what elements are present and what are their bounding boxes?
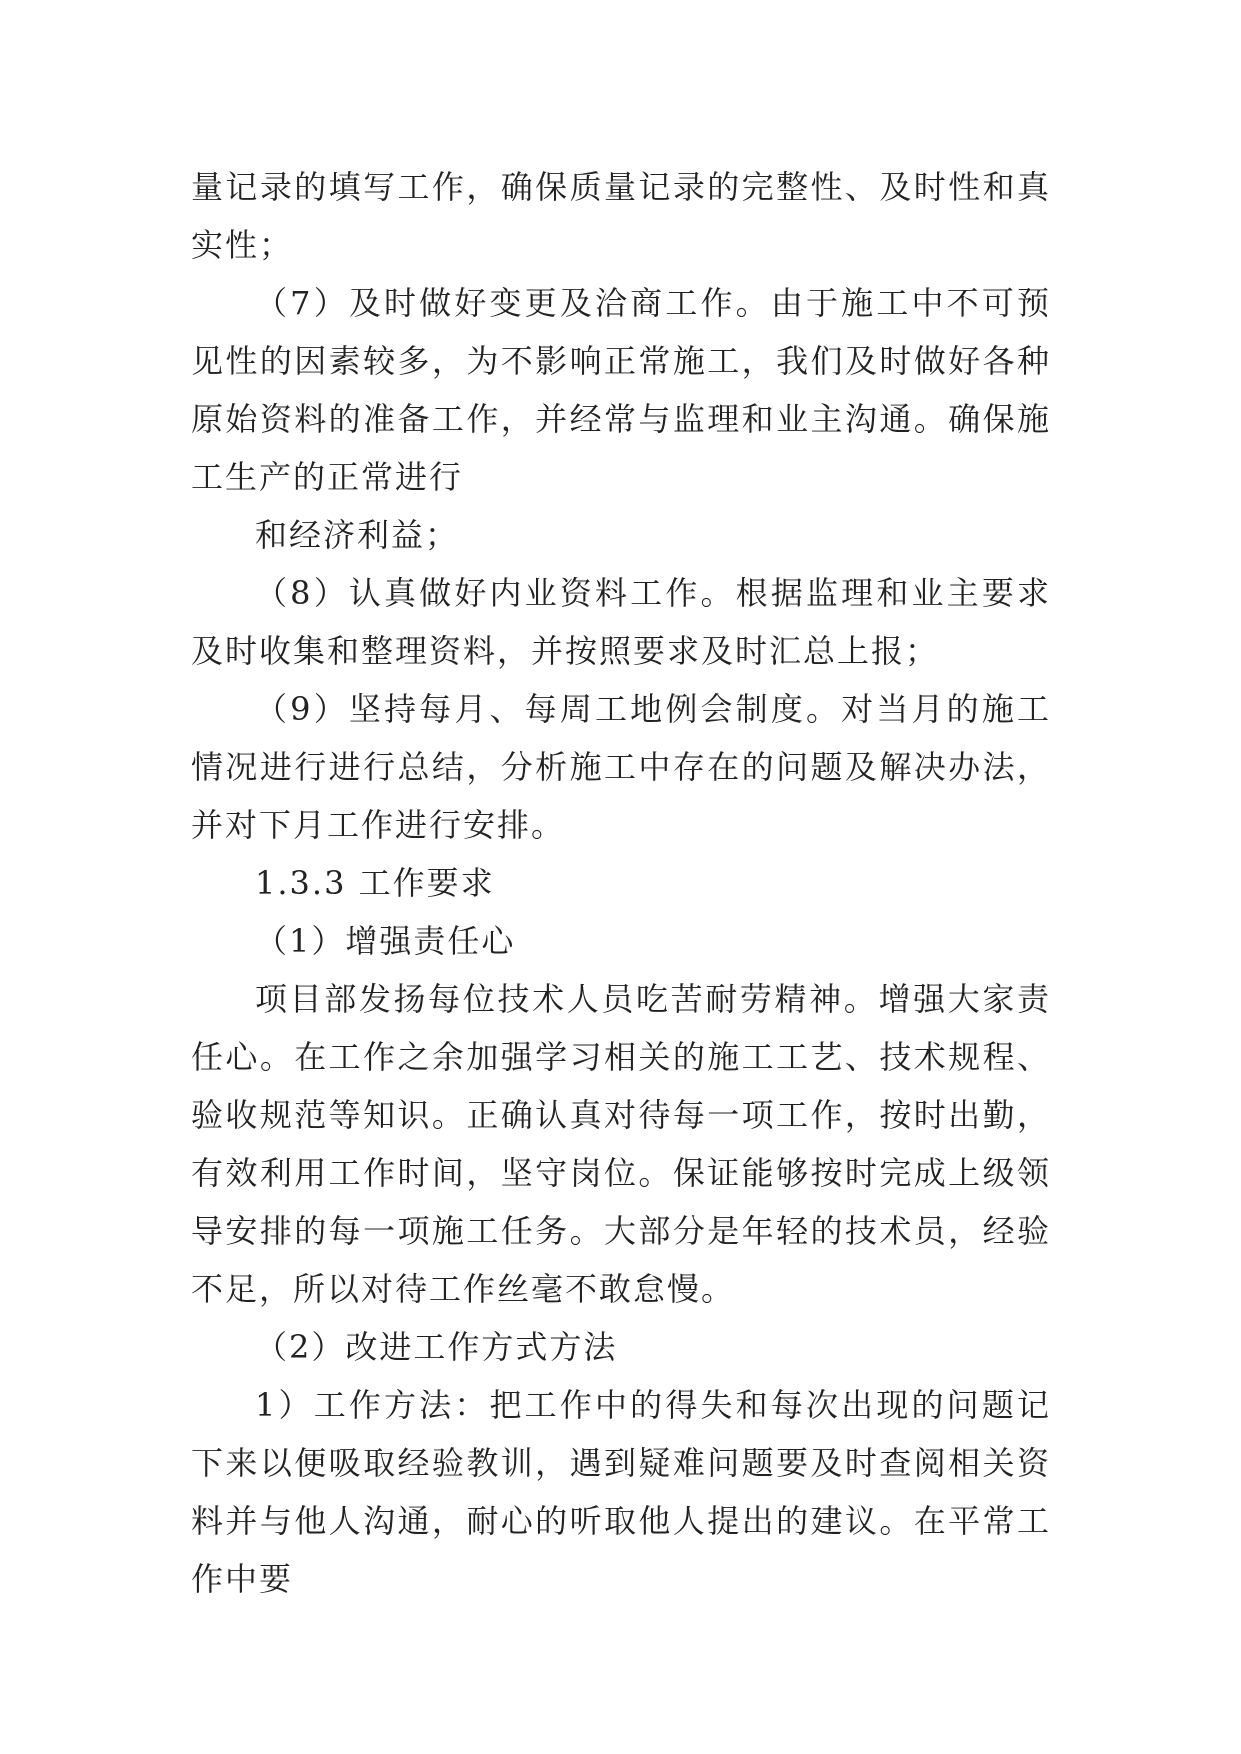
paragraph-quality-records-continued: 量记录的填写工作，确保质量记录的完整性、及时性和真实性； [191,168,1051,264]
paragraph-responsibility: 项目部发扬每位技术人员吃苦耐劳精神。增强大家责任心。在工作之余加强学习相关的施工工艺、技术规程、验收规范等知识。正确认真对待每一项工作，按时出勤，有效利用工作时间，坚守岗位。保证能够按时完成上级领导安排的每一项施工任务。大部分是年轻的技术员，经验不足，所以对待工作丝毫不敢怠慢。 [191,980,1051,1308]
body-text [191,158,1051,1608]
paragraph-work-methods: 1）工作方法：把工作中的得失和每次出现的问题记下来以便吸取经验教训，遇到疑难问题要及时查阅相关资料并与他人沟通，耐心的听取他人提出的建议。在平常工作中要 [191,1386,1051,1598]
paragraph-item-7: （7）及时做好变更及洽商工作。由于施工中不可预见性的因素较多，为不影响正常施工，我们及时做好各种原始资料的准备工作，并经常与监理和业主沟通。确保施工生产的正常进行 [191,284,1051,496]
subheading-responsibility: （1）增强责任心 [255,922,516,960]
paragraph-item-8: （8）认真做好内业资料工作。根据监理和业主要求及时收集和整理资料，并按照要求及时汇总上报； [191,574,1051,670]
paragraph-economic-benefit: 和经济利益； [255,516,460,554]
paragraph-item-9: （9）坚持每月、每周工地例会制度。对当月的施工情况进行进行总结，分析施工中存在的问题及解决办法，并对下月工作进行安排。 [191,690,1051,844]
section-heading-1-3-3: 1.3.3 工作要求 [255,864,495,902]
subheading-improve-methods: （2）改进工作方式方法 [255,1328,618,1366]
